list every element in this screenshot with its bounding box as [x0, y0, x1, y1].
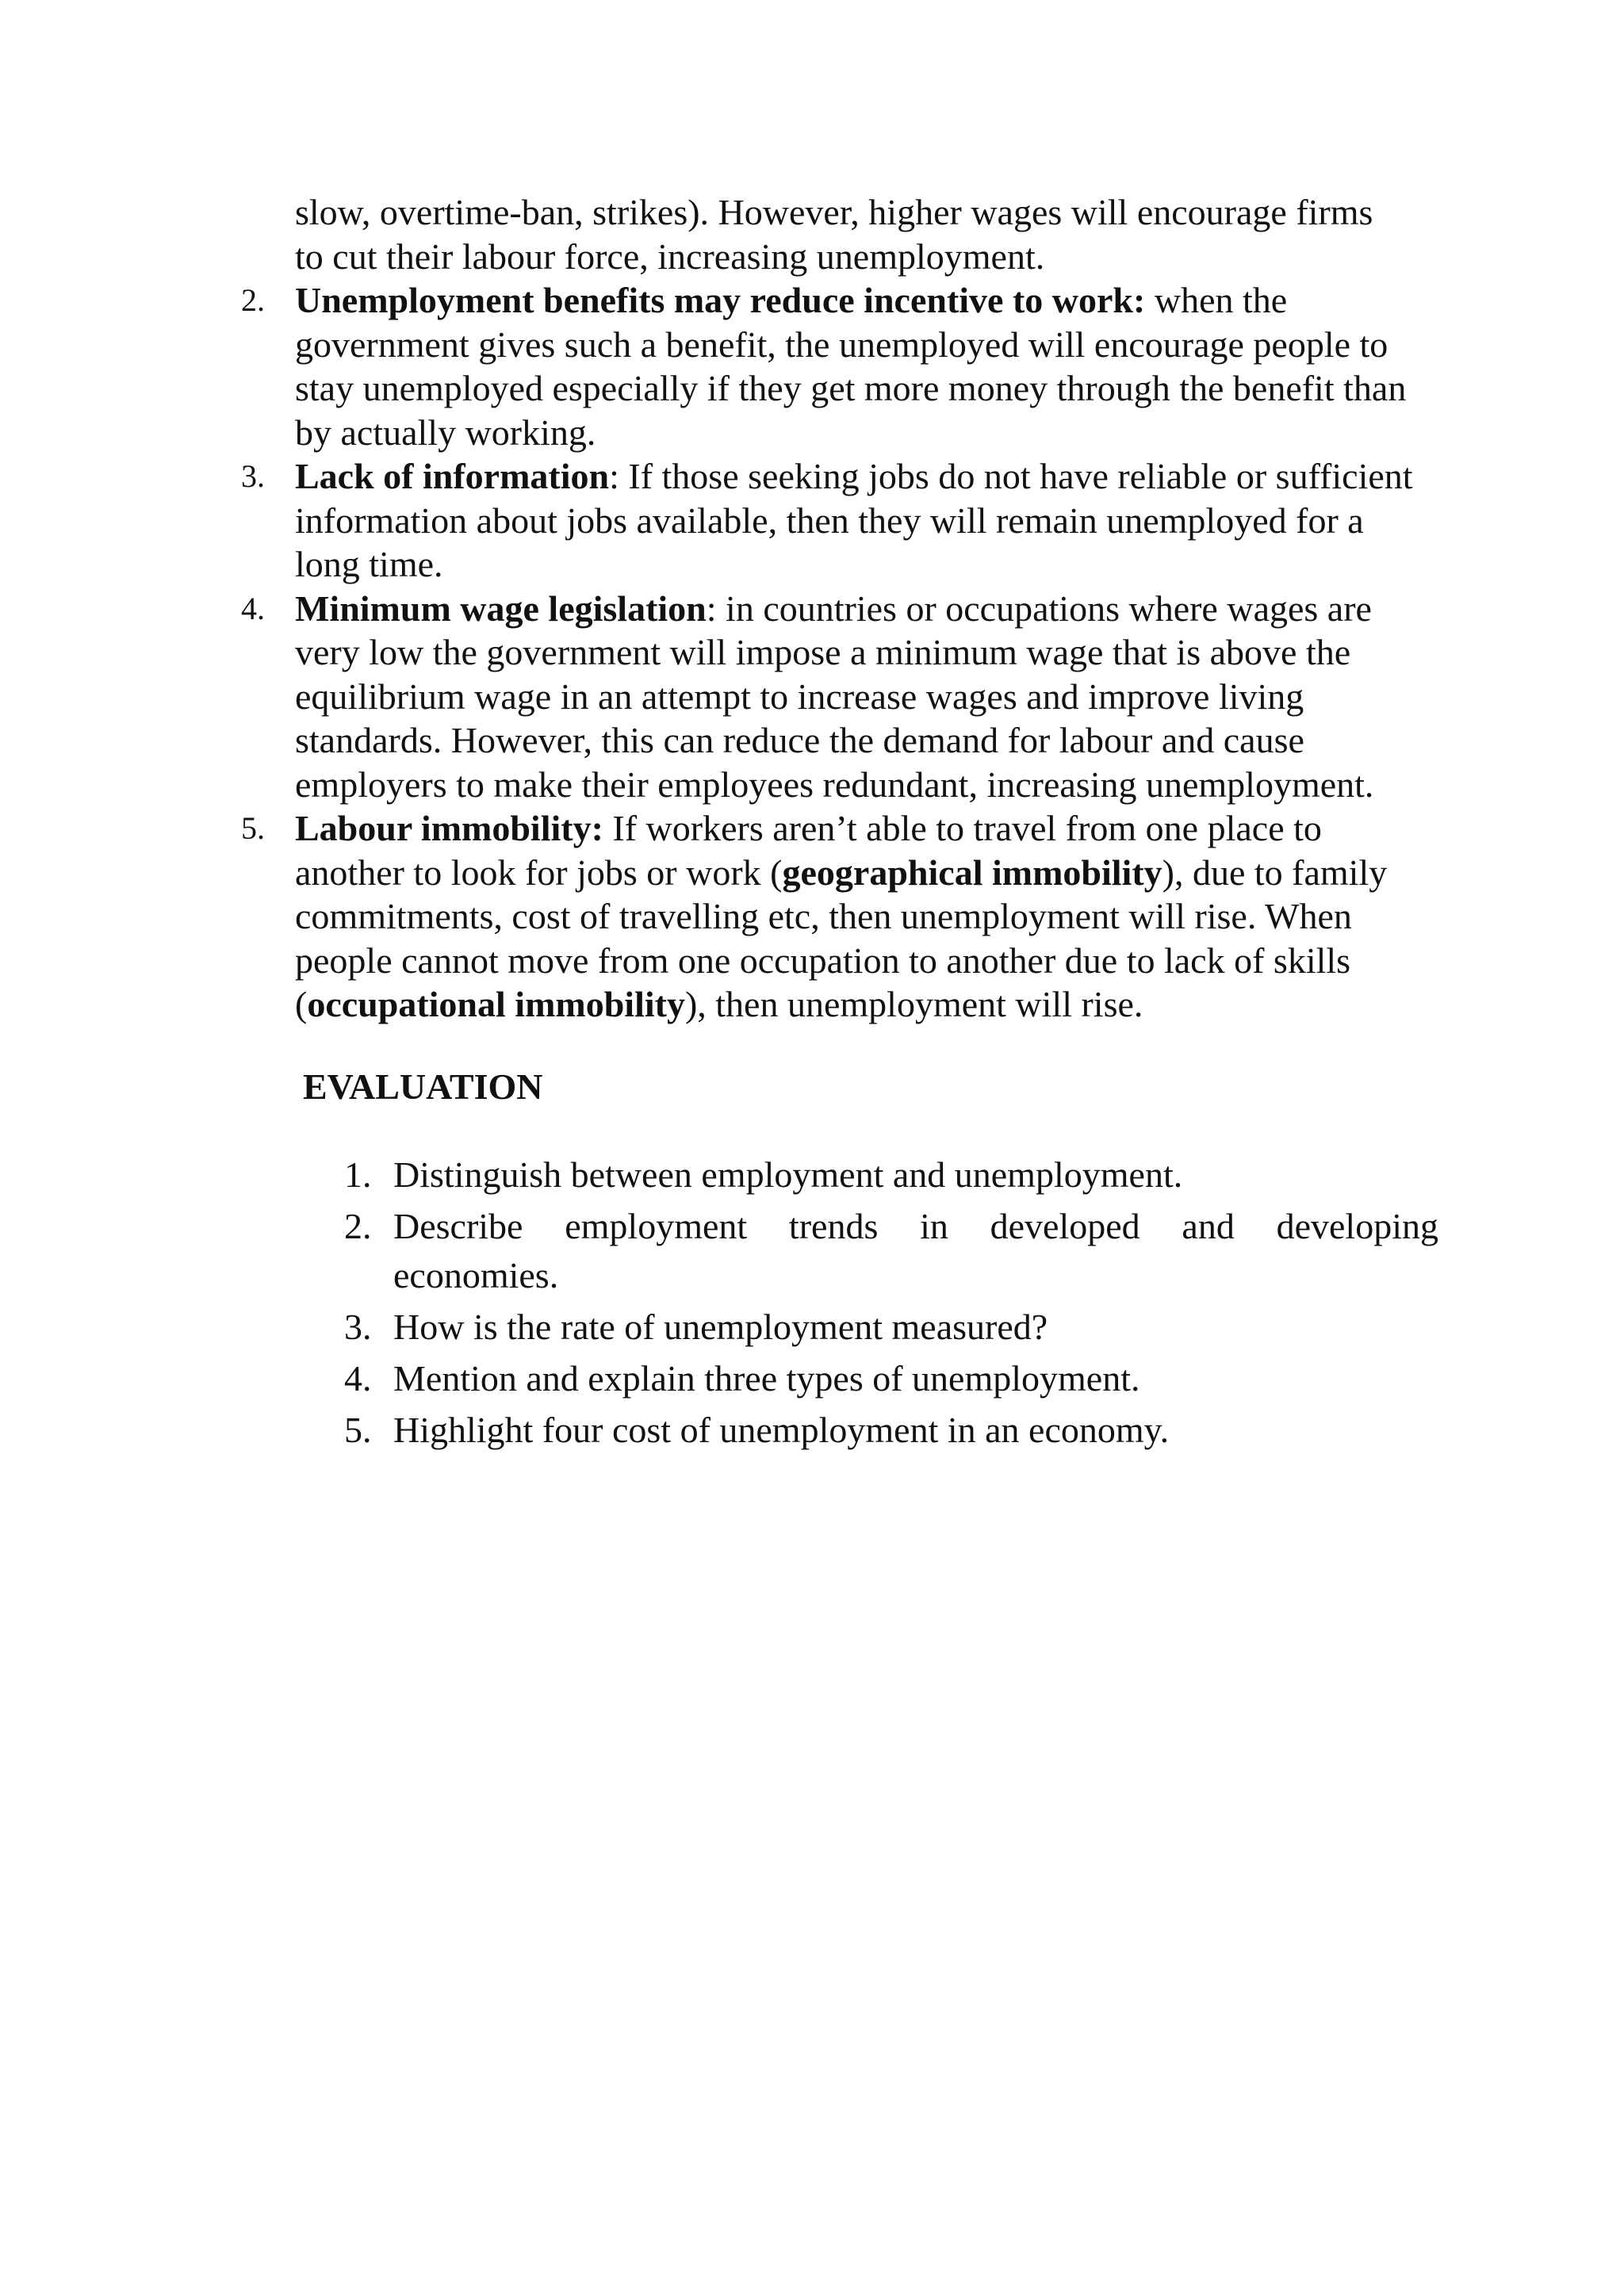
causes-list	[241, 278, 1437, 1027]
cause-title: Labour immobility:	[295, 808, 603, 848]
cause-item-minimum-wage	[241, 587, 1437, 807]
evaluation-questions	[344, 1150, 1438, 1457]
cause-item-information	[241, 454, 1437, 587]
question-item	[344, 1202, 1438, 1300]
continuation-line-1: slow, overtime-ban, strikes). However, higher wages will encourage firms	[295, 192, 1373, 232]
cause-body: : If those seeking jobs do not have reliable or sufficient information about jobs available, then they will remain unemployed for a long time.	[295, 456, 1413, 584]
cause-number: 4.	[241, 590, 265, 626]
question-number: 2.	[344, 1206, 372, 1246]
cause-item-benefits	[241, 278, 1437, 454]
cause-body: ), then unemployment will rise.	[684, 984, 1143, 1024]
cause-body: when the government gives such a benefit, the unemployed will encourage people to stay unemployed especially if they get more money through the benefit than by actually working.	[295, 280, 1407, 453]
cause-body: If workers aren’t able to travel from one place to another to look for jobs or work (	[295, 808, 1322, 893]
cause-body: ), due to family commitments, cost of travelling etc, then unemployment will rise. When people cannot move from one occupation to another due to lack of skills (	[295, 851, 1388, 1024]
question-number: 4.	[344, 1358, 372, 1399]
question-item	[344, 1150, 1438, 1200]
cause-title: Minimum wage legislation	[295, 587, 707, 629]
cause-title: Lack of information	[295, 456, 610, 496]
question-text: How is the rate of unemployment measured?	[393, 1307, 1048, 1347]
cause-title: Unemployment benefits may reduce incentive to work:	[295, 280, 1146, 320]
question-item	[344, 1303, 1438, 1352]
continuation-paragraph	[295, 190, 1437, 278]
question-number: 5.	[344, 1410, 372, 1450]
cause-bold-term: occupational immobility	[307, 984, 685, 1024]
cause-item-immobility	[241, 806, 1437, 1027]
question-text: Describe employment trends in developed and developing	[393, 1206, 1438, 1246]
question-number: 1.	[344, 1154, 372, 1195]
question-number: 3.	[344, 1307, 372, 1347]
continuation-line-2: to cut their labour force, increasing unemployment.	[295, 235, 1045, 277]
cause-number: 2.	[241, 282, 265, 318]
evaluation-heading: EVALUATION	[303, 1066, 543, 1107]
cause-number: 3.	[241, 458, 265, 494]
cause-bold-term: geographical immobility	[782, 851, 1162, 893]
question-item	[344, 1406, 1438, 1455]
question-text-continued: economies.	[393, 1255, 559, 1295]
question-text: Distinguish between employment and unemployment.	[393, 1154, 1183, 1195]
cause-body: : in countries or occupations where wages are very low the government will impose a minimum wage that is above the equilibrium wage in an attempt to increase wages and improve living standards. However, this can reduce the demand for labour and cause employers to make their employees redundant, increasing unemployment.	[295, 587, 1374, 805]
question-item	[344, 1354, 1438, 1403]
question-text: Highlight four cost of unemployment in an economy.	[393, 1410, 1170, 1450]
cause-number: 5.	[241, 810, 265, 846]
question-text: Mention and explain three types of unemployment.	[393, 1358, 1140, 1399]
